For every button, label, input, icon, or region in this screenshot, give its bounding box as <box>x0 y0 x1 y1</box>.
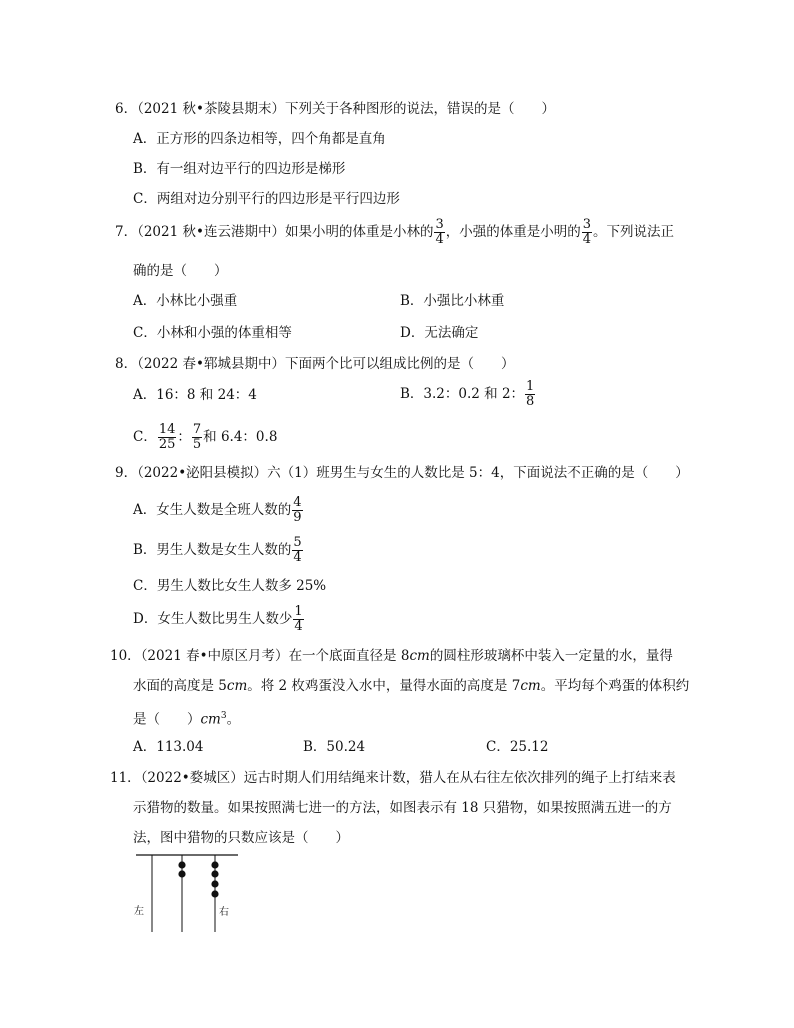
question-text: ，小强的体重是小明的 <box>445 224 581 240</box>
question-11-stem <box>110 769 676 787</box>
question-text: 的圆柱形玻璃杯中装入一定量的水，量得 <box>429 648 673 664</box>
option-c[interactable]: C．小林和小强的体重相等 <box>133 325 292 341</box>
fraction <box>434 218 444 247</box>
fraction <box>292 536 302 565</box>
question-10-stem <box>110 647 673 665</box>
fraction <box>293 605 303 634</box>
option-a[interactable] <box>133 496 304 525</box>
unit: cm <box>226 678 248 694</box>
option-a[interactable]: A．小林比小强重 <box>133 293 238 309</box>
question-text: 。平均每个鸡蛋的体积约 <box>540 678 690 694</box>
knot <box>178 870 185 877</box>
option-b[interactable] <box>400 380 536 409</box>
fraction <box>525 380 535 409</box>
knot-rope-figure <box>132 852 242 938</box>
unit: cm <box>409 648 430 664</box>
question-text: 如果小明的体重是小林的 <box>284 224 434 240</box>
question-text: 是（ ） <box>133 711 201 728</box>
question-text: 远古时期人们用结绳来计数，猎人在从右往左依次排列的绳子上打结来表 <box>243 770 676 786</box>
question-text-cont <box>133 677 689 695</box>
question-text-cont: 确的是（ ） <box>133 263 228 279</box>
option-c[interactable]: C．男生人数比女生人数多 25% <box>133 578 327 594</box>
numerator: 4 <box>293 495 302 510</box>
unit: cm <box>520 678 541 694</box>
question-source: （2021 春•中原区月考） <box>140 648 289 664</box>
numerator: 1 <box>526 379 535 394</box>
question-9-stem <box>115 464 689 482</box>
denominator: 25 <box>158 437 176 452</box>
option-text: ： <box>177 429 191 445</box>
question-number: 7． <box>115 224 138 240</box>
question-number: 9． <box>115 465 138 481</box>
question-source: （2022•泌阳县模拟） <box>137 465 268 481</box>
fraction <box>292 496 302 525</box>
label-left: 左 <box>134 906 144 917</box>
option-d[interactable] <box>133 605 305 634</box>
option-b[interactable]: B．有一组对边平行的四边形是梯形 <box>133 161 346 177</box>
option-b[interactable]: B．50.24 <box>303 739 366 755</box>
option-d[interactable]: D．无法确定 <box>400 325 479 341</box>
question-number: 6． <box>115 101 138 117</box>
question-text: 。 <box>226 711 241 728</box>
question-number: 11． <box>110 770 141 786</box>
option-text: 和 6.4：0.8 <box>203 429 278 445</box>
denominator: 4 <box>435 232 444 247</box>
denominator: 9 <box>293 510 302 525</box>
option-b[interactable] <box>133 536 304 565</box>
numerator: 14 <box>158 422 176 437</box>
option-text: D．女生人数比男生人数少 <box>133 611 293 627</box>
denominator: 5 <box>192 437 202 452</box>
option-a[interactable]: A．正方形的四条边相等，四个角都是直角 <box>133 131 386 147</box>
option-c[interactable]: C．25.12 <box>486 739 549 755</box>
question-7-stem <box>115 218 674 247</box>
question-text: 在一个底面直径是 8 <box>288 648 410 664</box>
question-text: 六（1）班男生与女生的人数比是 5：4，下面说法不正确的是（ ） <box>267 465 689 481</box>
knot <box>211 880 218 887</box>
numerator: 3 <box>582 217 592 232</box>
question-text: 。下列说法正 <box>593 224 675 240</box>
denominator: 8 <box>526 394 535 409</box>
rope-diagram <box>132 852 242 934</box>
denominator: 4 <box>294 619 303 634</box>
option-text: B．3.2：0.2 和 2： <box>400 386 525 402</box>
option-a[interactable]: A．16：8 和 24：4 <box>133 387 257 403</box>
option-text: A．女生人数是全班人数的 <box>133 502 292 518</box>
question-source: （2021 秋•连云港期中） <box>137 224 285 240</box>
numerator: 5 <box>293 535 302 550</box>
fraction <box>192 423 202 452</box>
option-c[interactable] <box>133 423 277 452</box>
knot <box>178 861 185 868</box>
option-c[interactable]: C．两组对边分别平行的四边形是平行四边形 <box>133 191 400 207</box>
knot <box>211 890 218 897</box>
question-8-stem <box>115 355 514 373</box>
question-text: 下列关于各种图形的说法，错误的是（ ） <box>284 101 555 117</box>
numerator: 3 <box>435 217 444 232</box>
question-number: 8． <box>115 356 138 372</box>
question-source: （2022 春•郓城县期中） <box>137 356 285 372</box>
question-text-cont <box>133 707 240 729</box>
option-text: B．男生人数是女生人数的 <box>133 542 292 558</box>
question-source: （2022•婺城区） <box>140 770 244 786</box>
question-text: 下面两个比可以组成比例的是（ ） <box>284 356 515 372</box>
option-b[interactable]: B．小强比小林重 <box>400 293 505 309</box>
question-text-cont: 示猎物的数量。如果按照满七进一的方法，如图表示有 18 只猎物，如果按照满五进一的方 <box>133 800 672 816</box>
superscript: 3 <box>220 711 227 721</box>
option-a[interactable]: A．113.04 <box>133 739 204 755</box>
knot <box>211 870 218 877</box>
fraction <box>582 218 592 247</box>
numerator: 7 <box>192 422 202 437</box>
question-text: 水面的高度是 5 <box>133 678 227 694</box>
question-source: （2021 秋•茶陵县期末） <box>137 101 285 117</box>
question-text: 。将 2 枚鸡蛋没入水中，量得水面的高度是 7 <box>247 678 521 694</box>
question-text-cont: 法，图中猎物的只数应该是（ ） <box>133 830 349 846</box>
unit: cm <box>200 711 221 728</box>
question-number: 10． <box>110 648 141 664</box>
question-6-stem <box>115 100 555 118</box>
fraction <box>158 423 177 452</box>
denominator: 4 <box>293 550 302 565</box>
denominator: 4 <box>582 232 592 247</box>
option-text: C． <box>133 429 157 445</box>
knot <box>211 861 218 868</box>
label-right: 右 <box>219 907 229 918</box>
numerator: 1 <box>294 604 303 619</box>
